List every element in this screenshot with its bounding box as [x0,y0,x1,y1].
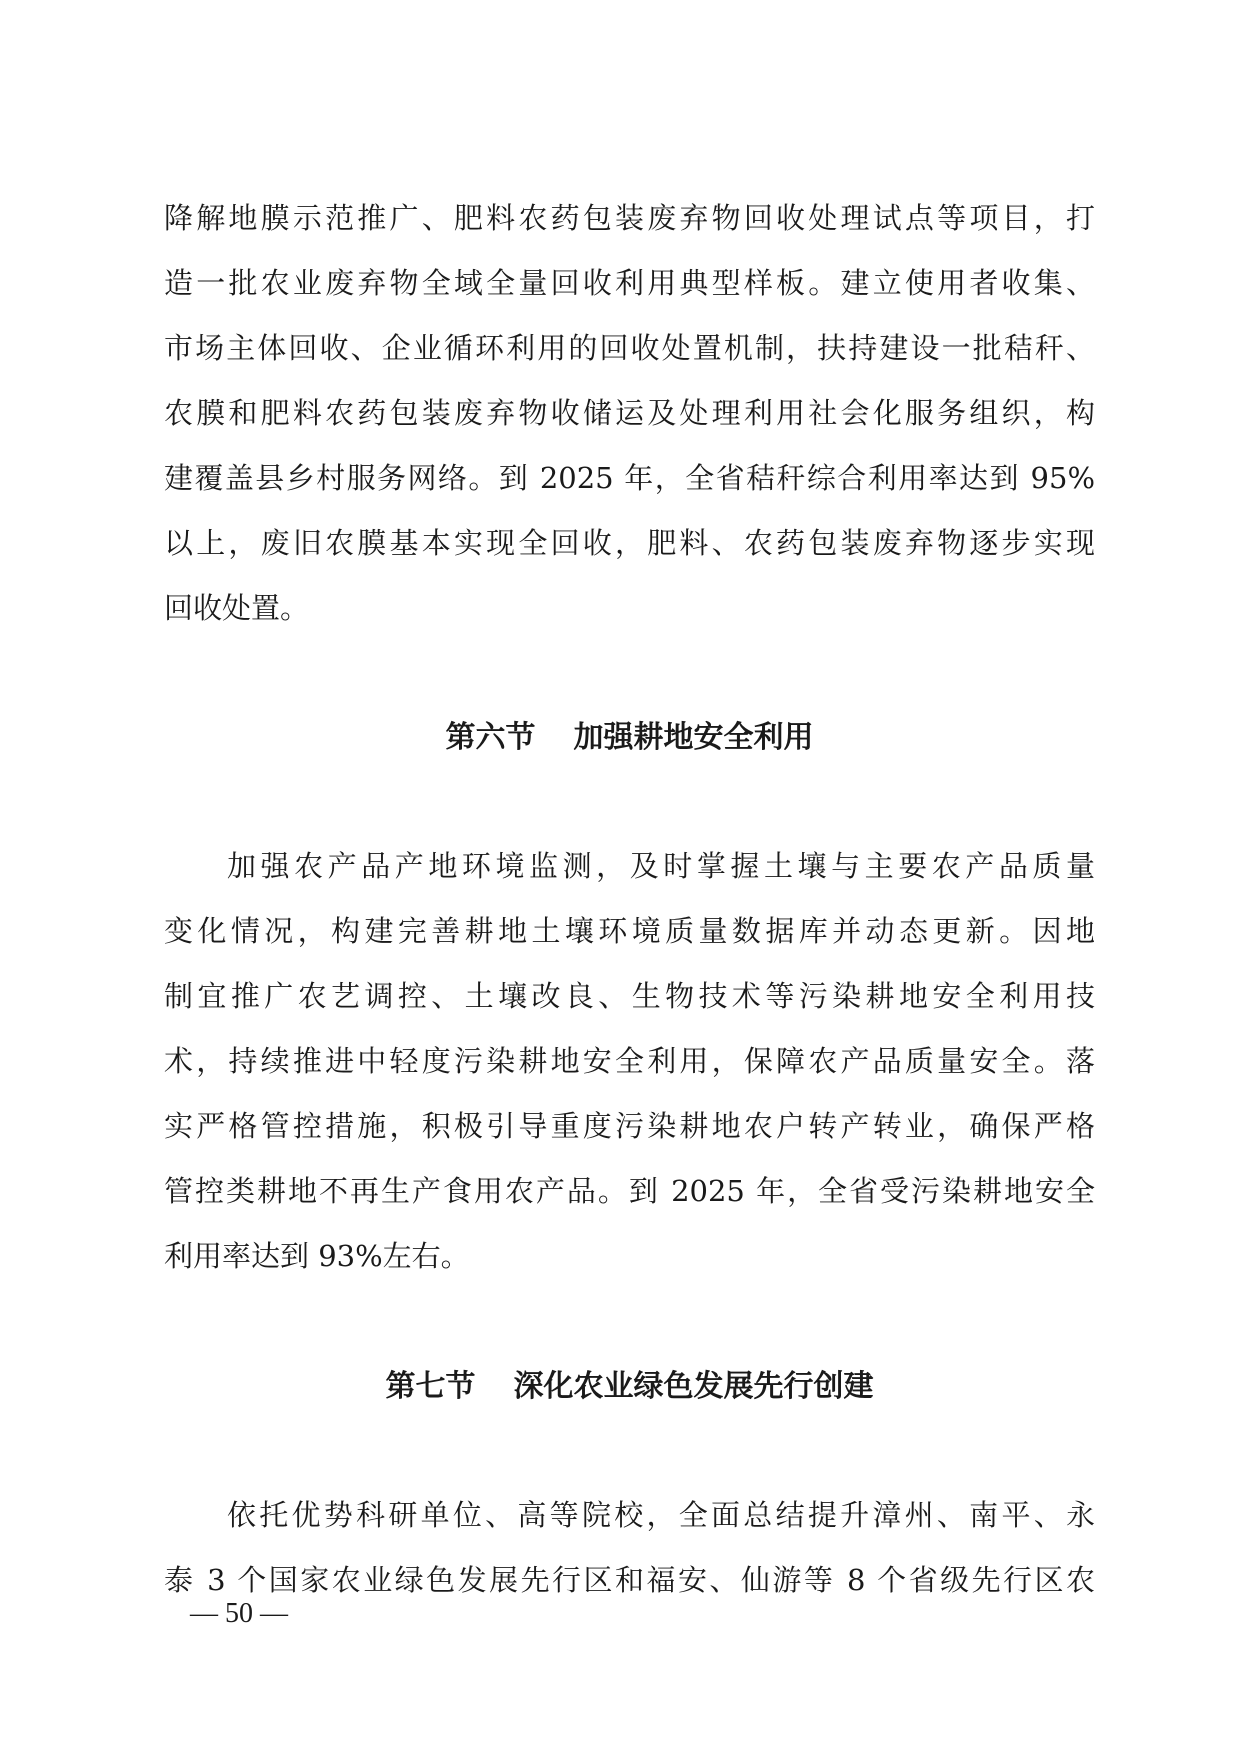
section-7-heading [164,1355,1095,1419]
paragraph-line: 降解地膜示范推广、肥料农药包装废弃物回收处理试点等项目，打 [164,201,1095,235]
paragraph-line: 加强农产品产地环境监测，及时掌握土壤与主要农产品质量 [227,849,1095,883]
paragraph-line: 管控类耕地不再生产食用农产品。到 2025 年，全省受污染耕地安全 [164,1174,1095,1208]
paragraph-line: 制宜推广农艺调控、土壤改良、生物技术等污染耕地安全利用技 [164,979,1095,1013]
paragraph-line: 实严格管控措施，积极引导重度污染耕地农户转产转业，确保严格 [164,1109,1095,1143]
page-number: — 50 — [190,1598,288,1629]
section-number: 第七节 [385,1369,476,1404]
paragraph-line: 利用率达到 93%左右。 [164,1239,470,1273]
paragraph-line: 泰 3 个国家农业绿色发展先行区和福安、仙游等 8 个省级先行区农 [164,1563,1095,1597]
paragraph-line: 术，持续推进中轻度污染耕地安全利用，保障农产品质量安全。落 [164,1044,1095,1078]
paragraph-line: 建覆盖县乡村服务网络。到 2025 年，全省秸秆综合利用率达到 95% [164,461,1095,495]
paragraph-line: 依托优势科研单位、高等院校，全面总结提升漳州、南平、永 [227,1498,1095,1532]
section-title: 加强耕地安全利用 [573,720,814,755]
paragraph-line: 以上，废旧农膜基本实现全回收，肥料、农药包装废弃物逐步实现 [164,526,1095,560]
paragraph-line: 变化情况，构建完善耕地土壤环境质量数据库并动态更新。因地 [164,914,1095,948]
paragraph-line: 回收处置。 [164,591,310,625]
paragraph-line: 市场主体回收、企业循环利用的回收处置机制，扶持建设一批秸秆、 [164,331,1095,365]
section-number: 第六节 [445,720,536,755]
paragraph-line: 造一批农业废弃物全域全量回收利用典型样板。建立使用者收集、 [164,266,1095,300]
paragraph-line: 农膜和肥料农药包装废弃物收储运及处理利用社会化服务组织，构 [164,396,1095,430]
section-title: 深化农业绿色发展先行创建 [513,1369,874,1404]
section-6-heading [164,706,1095,770]
